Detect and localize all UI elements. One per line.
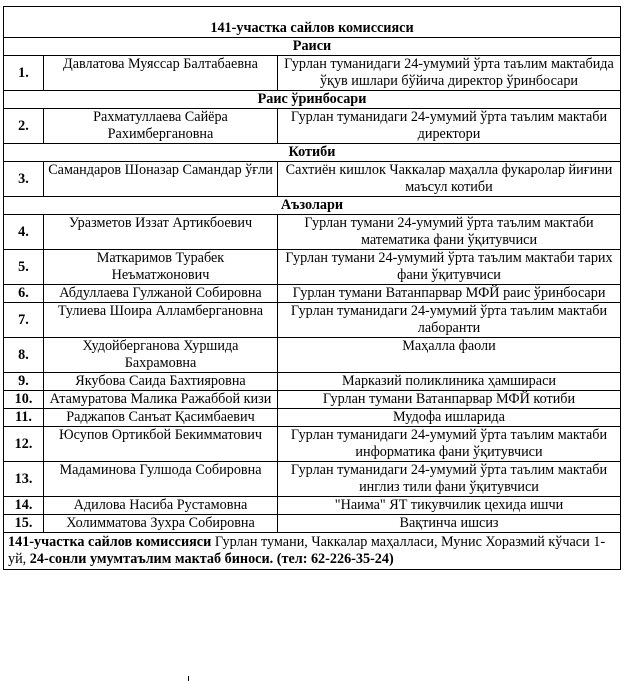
member-position: Гурлан туманидаги 24-умумий ўрта таълим мактаби лаборанти (278, 303, 621, 338)
member-number: 3. (4, 162, 44, 197)
member-name: Маткаримов Турабек Неъматжонович (44, 250, 278, 285)
member-number: 15. (4, 515, 44, 533)
table-divider-stub (188, 676, 189, 681)
section-heading: Раис ўринбосари (4, 91, 621, 109)
member-position: Гурлан туманидаги 24-умумий ўрта таълим мактабида ўқув ишлари бўйича директор ўринбосари (278, 56, 621, 91)
member-position: Гурлан туманидаги 24-умумий ўрта таълим мактаби информатика фани ўқитувчиси (278, 427, 621, 462)
member-row (4, 409, 621, 427)
section-header-row (4, 197, 621, 215)
member-row (4, 56, 621, 91)
member-name: Тулиева Шоира Алламбергановна (44, 303, 278, 338)
member-number: 5. (4, 250, 44, 285)
member-row (4, 303, 621, 338)
member-position: Гурлан тумани Ватанпарвар МФЙ раис ўринбосари (278, 285, 621, 303)
member-row (4, 462, 621, 497)
member-number: 13. (4, 462, 44, 497)
member-position: "Наима" ЯТ тикувчилик цехида ишчи (278, 497, 621, 515)
member-position: Сахтиён кишлок Чаккалар маҳалла фукаролар йиғини маъсул котиби (278, 162, 621, 197)
member-row (4, 109, 621, 144)
member-row (4, 497, 621, 515)
member-number: 2. (4, 109, 44, 144)
member-position: Гурлан туманидаги 24-умумий ўрта таълим мактаби директори (278, 109, 621, 144)
committee-table (3, 6, 621, 570)
member-name: Худойберганова Хуршида Бахрамовна (44, 338, 278, 373)
footer-building-phone: 24-сонли умумтаълим мактаб биноси. (тел: 62-226-35-24) (29, 551, 394, 567)
member-number: 1. (4, 56, 44, 91)
title-row (4, 7, 621, 38)
member-row (4, 338, 621, 373)
member-name: Раджапов Санъат Қасимбаевич (44, 409, 278, 427)
member-row (4, 215, 621, 250)
member-number: 6. (4, 285, 44, 303)
footer-committee-name: 141-участка сайлов комиссияси (8, 534, 212, 550)
member-row (4, 162, 621, 197)
section-header-row (4, 38, 621, 56)
member-number: 9. (4, 373, 44, 391)
section-heading: Аъзолари (4, 197, 621, 215)
member-position: Гурлан тумани 24-умумий ўрта таълим мактаби тарих фани ўқитувчиси (278, 250, 621, 285)
member-position: Гурлан тумани 24-умумий ўрта таълим мактаби математика фани ўқитувчиси (278, 215, 621, 250)
member-number: 14. (4, 497, 44, 515)
member-position: Гурлан туманидаги 24-умумий ўрта таълим мактаби инглиз тили фани ўқитувчиси (278, 462, 621, 497)
member-row (4, 391, 621, 409)
member-number: 12. (4, 427, 44, 462)
member-row (4, 515, 621, 533)
member-name: Рахматуллаева Сайёра Рахимбергановна (44, 109, 278, 144)
member-name: Юсупов Ортикбой Бекимматович (44, 427, 278, 462)
member-name: Абдуллаева Гулжаной Собировна (44, 285, 278, 303)
member-position: Марказий поликлиника ҳамшираси (278, 373, 621, 391)
committee-table-body (4, 7, 621, 533)
member-position: Гурлан тумани Ватанпарвар МФЙ котиби (278, 391, 621, 409)
member-row (4, 373, 621, 391)
section-heading: Раиси (4, 38, 621, 56)
committee-title: 141-участка сайлов комиссияси (4, 7, 621, 38)
member-number: 7. (4, 303, 44, 338)
member-name: Холимматова Зухра Собировна (44, 515, 278, 533)
footer-address-text: Гурлан тумани, Чаккалар маҳалласи, Мунис Хоразмий кўчаси 1-уй, (8, 534, 606, 567)
member-number: 11. (4, 409, 44, 427)
member-name: Уразметов Иззат Артикбоевич (44, 215, 278, 250)
member-name: Давлатова Муяссар Балтабаевна (44, 56, 278, 91)
footer-row (4, 533, 621, 570)
member-name: Атамуратова Малика Ражаббой кизи (44, 391, 278, 409)
member-position: Мудофа ишларида (278, 409, 621, 427)
committee-address (4, 533, 621, 570)
section-heading: Котиби (4, 144, 621, 162)
member-number: 10. (4, 391, 44, 409)
member-name: Адилова Насиба Рустамовна (44, 497, 278, 515)
member-row (4, 250, 621, 285)
member-number: 4. (4, 215, 44, 250)
section-header-row (4, 91, 621, 109)
member-row (4, 285, 621, 303)
section-header-row (4, 144, 621, 162)
member-position: Маҳалла фаоли (278, 338, 621, 373)
member-name: Якубова Саида Бахтияровна (44, 373, 278, 391)
member-name: Самандаров Шоназар Самандар ўғли (44, 162, 278, 197)
member-number: 8. (4, 338, 44, 373)
member-position: Вақтинча ишсиз (278, 515, 621, 533)
member-name: Мадаминова Гулшода Собировна (44, 462, 278, 497)
member-row (4, 427, 621, 462)
